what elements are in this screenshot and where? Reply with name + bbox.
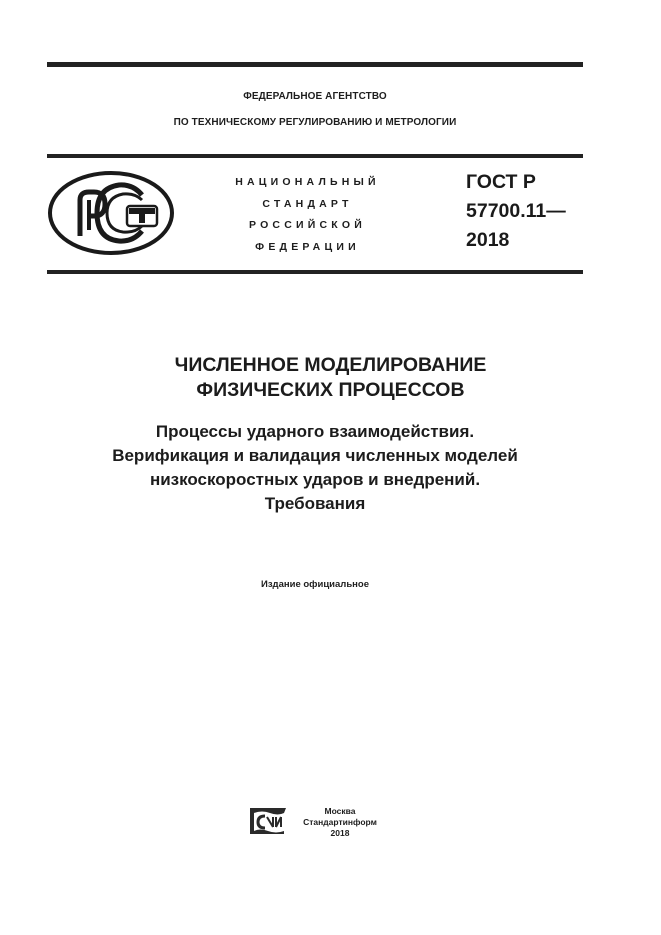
title-line: ЧИСЛЕННОЕ МОДЕЛИРОВАНИЕ xyxy=(174,354,487,376)
agency-line-1: ФЕДЕРАЛЬНОЕ АГЕНТСТВО xyxy=(243,91,387,102)
national-standard-line: ФЕДЕРАЦИИ xyxy=(255,240,360,253)
gost-number: 57700.11— xyxy=(466,200,566,222)
title-line: ФИЗИЧЕСКИХ ПРОЦЕССОВ xyxy=(196,379,465,401)
rst-certification-mark-icon xyxy=(47,170,177,258)
national-standard-line: РОССИЙСКОЙ xyxy=(249,219,366,231)
top-divider xyxy=(47,62,583,67)
subtitle-line: Требования xyxy=(264,494,366,513)
document-title xyxy=(0,353,661,403)
national-standard-line: СТАНДАРТ xyxy=(262,197,353,210)
gost-designation xyxy=(466,168,566,255)
gost-line: ГОСТ Р xyxy=(466,171,536,193)
middle-divider xyxy=(47,154,583,158)
document-subtitle xyxy=(0,420,630,516)
edition-label: Издание официальное xyxy=(261,579,369,590)
subtitle-line: низкоскоростных ударов и внедрений. xyxy=(149,470,481,489)
national-standard-label xyxy=(230,172,385,258)
publisher-city: Москва xyxy=(324,806,356,816)
subtitle-line: Верификация и валидация численных моделей xyxy=(112,446,518,465)
national-standard-line: НАЦИОНАЛЬНЫЙ xyxy=(235,176,380,188)
publisher-year: 2018 xyxy=(330,828,350,838)
subtitle-line: Процессы ударного взаимодействия. xyxy=(155,422,475,441)
publisher-name: Стандартинформ xyxy=(303,817,377,827)
standartinform-logo-icon xyxy=(248,806,290,836)
publisher-info xyxy=(300,806,380,839)
bottom-divider xyxy=(47,270,583,274)
gost-year: 2018 xyxy=(466,229,510,251)
agency-line-2: ПО ТЕХНИЧЕСКОМУ РЕГУЛИРОВАНИЮ И МЕТРОЛОГИИ xyxy=(173,117,457,128)
